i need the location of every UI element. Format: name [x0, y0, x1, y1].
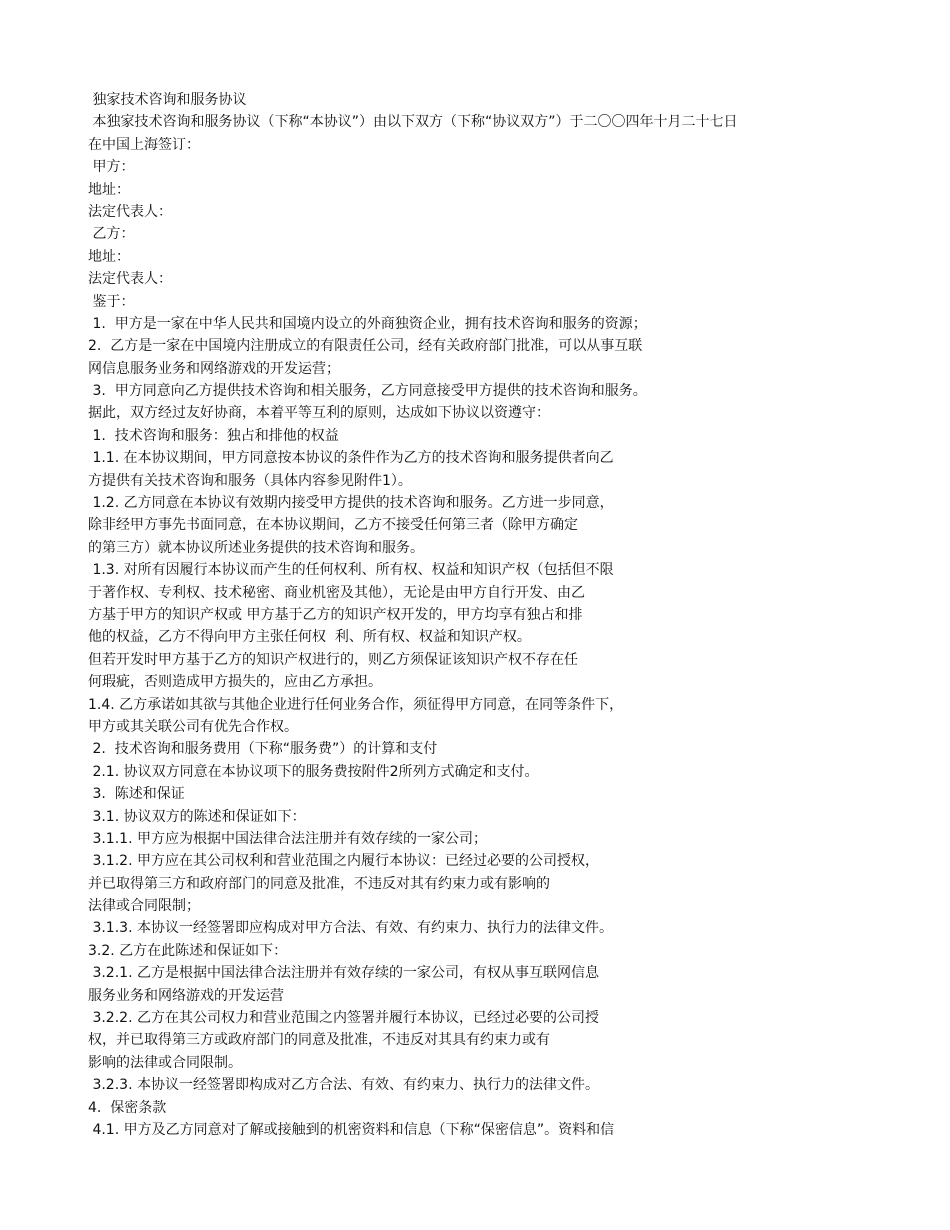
party-b-label: 乙方： — [88, 226, 135, 243]
party-b-address: 地址： — [88, 248, 130, 265]
party-a-representative: 法定代表人： — [88, 203, 172, 220]
whereas-item: 3. 甲方同意向乙方提供技术咨询和相关服务，乙方同意接受甲方提供的技术咨询和服务。 — [88, 383, 647, 400]
clause-line: 3.2.3. 本协议一经签署即构成对乙方合法、有效、有约束力、执行力的法律文件。 — [88, 1077, 599, 1094]
section-heading: 4. 保密条款 — [88, 1099, 167, 1116]
clause-line: 1.4. 乙方承诺如其欲与其他企业进行任何业务合作，须征得甲方同意，在同等条件下， — [88, 696, 624, 713]
section-heading: 3. 陈述和保证 — [88, 786, 185, 803]
clause-line: 影响的法律或合同限制。 — [88, 1054, 242, 1071]
clause-line: 3.1.1. 甲方应为根据中国法律合法注册并有效存续的一家公司； — [88, 830, 487, 847]
clause-line: 方提供有关技术咨询和服务（具体内容参见附件1）。 — [88, 472, 412, 489]
clause-line: 的第三方）就本协议所述业务提供的技术咨询和服务。 — [88, 539, 424, 556]
clause-line: 除非经甲方事先书面同意，在本协议期间，乙方不接受任何第三者（除甲方确定 — [88, 517, 578, 534]
agreement-preamble: 据此，双方经过友好协商，本着平等互利的原则，达成如下协议以资遵守： — [88, 405, 550, 422]
clause-line: 3.1.2. 甲方应在其公司权利和营业范围之内履行本协议：已经过必要的公司授权， — [88, 853, 599, 870]
clause-line: 并已取得第三方和政府部门的同意及批准，不违反对其有约束力或有影响的 — [88, 875, 550, 892]
clause-line: 方基于甲方的知识产权或 甲方基于乙方的知识产权开发的，甲方均享有独占和排 — [88, 606, 583, 623]
doc-title: 独家技术咨询和服务协议 — [88, 92, 247, 108]
clause-line: 法律或合同限制； — [88, 898, 200, 915]
clause-line: 3.2.1. 乙方是根据中国法律合法注册并有效存续的一家公司，有权从事互联网信息 — [88, 965, 599, 982]
whereas-item: 1. 甲方是一家在中华人民共和国境内设立的外商独资企业，拥有技术咨询和服务的资源； — [88, 315, 647, 332]
party-a-address: 地址： — [88, 181, 130, 198]
clause-line: 4.1. 甲方及乙方同意对了解或接触到的机密资料和信息（下称“保密信息”。资料和信 — [88, 1121, 615, 1138]
clause-line: 3.2.2. 乙方在其公司权力和营业范围之内签署并履行本协议，已经过必要的公司授 — [88, 1010, 599, 1027]
clause-line: 3.1. 协议双方的陈述和保证如下： — [88, 808, 306, 825]
clause-line: 但若开发时甲方基于乙方的知识产权进行的，则乙方须保证该知识产权不存在任 — [88, 651, 578, 668]
clause-line: 3.2. 乙方在此陈述和保证如下： — [88, 942, 288, 959]
whereas-item: 2. 乙方是一家在中国境内注册成立的有限责任公司，经有关政府部门批准，可以从事互联 — [88, 338, 643, 355]
section-heading: 2. 技术咨询和服务费用（下称“服务费”）的计算和支付 — [88, 741, 438, 758]
party-a-label: 甲方： — [88, 159, 135, 176]
whereas-heading: 鉴于： — [88, 293, 135, 310]
intro-line: 在中国上海签订： — [88, 136, 200, 153]
clause-line: 权，并已取得第三方或政府部门的同意及批准，不违反对其具有约束力或有 — [88, 1032, 550, 1049]
clause-line: 1.1. 在本协议期间，甲方同意按本协议的条件作为乙方的技术咨询和服务提供者向乙 — [88, 450, 614, 467]
intro-line: 本独家技术咨询和服务协议（下称“本协议”）由以下双方（下称“协议双方”）于二〇〇四年十月二十七日 — [88, 114, 738, 131]
section-heading: 1. 技术咨询和服务：独占和排他的权益 — [88, 427, 339, 444]
clause-line: 何瑕疵，否则造成甲方损失的，应由乙方承担。 — [88, 674, 382, 691]
party-b-representative: 法定代表人： — [88, 271, 172, 288]
clause-line: 他的权益，乙方不得向甲方主张任何权 利、所有权、权益和知识产权。 — [88, 629, 531, 646]
clause-line: 于著作权、专利权、技术秘密、商业机密及其他），无论是由甲方自行开发、由乙 — [88, 584, 585, 601]
clause-line: 1.3. 对所有因履行本协议而产生的任何权利、所有权、权益和知识产权（包括但不限 — [88, 562, 614, 579]
clause-line: 3.1.3. 本协议一经签署即应构成对甲方合法、有效、有约束力、执行力的法律文件。 — [88, 920, 613, 937]
clause-line: 1.2. 乙方同意在本协议有效期内接受甲方提供的技术咨询和服务。乙方进一步同意， — [88, 495, 614, 512]
whereas-item: 网信息服务业务和网络游戏的开发运营； — [88, 360, 340, 377]
clause-line: 甲方或其关联公司有优先合作权。 — [88, 718, 298, 735]
clause-line: 服务业务和网络游戏的开发运营 — [88, 987, 284, 1004]
clause-line: 2.1. 协议双方同意在本协议项下的服务费按附件2所列方式确定和支付。 — [88, 763, 539, 780]
document-body — [88, 89, 928, 1141]
